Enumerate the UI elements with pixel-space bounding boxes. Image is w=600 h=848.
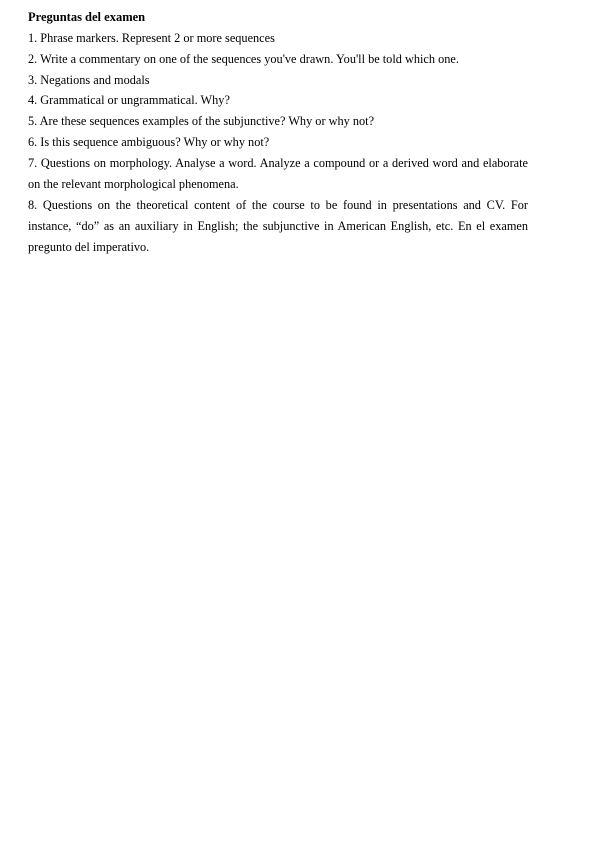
question-1: 1. Phrase markers. Represent 2 or more sequences [28, 30, 275, 45]
question-8: 8. Questions on the theoretical content of the course to be found in presentations and CV. For instance, “do” as an auxiliary in English; the subjunctive in American English, etc. En el examen pregunto del imperativo. [28, 197, 528, 254]
question-4: 4. Grammatical or ungrammatical. Why? [28, 93, 230, 108]
document-title: Preguntas del examen [28, 10, 146, 24]
question-7: 7. Questions on morphology. Analyse a word. Analyze a compound or a derived word and elaborate on the relevant morphological phenomena. [28, 156, 528, 192]
question-6: 6. Is this sequence ambiguous? Why or why not? [28, 135, 270, 150]
document-page [28, 7, 528, 258]
question-3: 3. Negations and modals [28, 72, 150, 87]
question-5: 5. Are these sequences examples of the subjunctive? Why or why not? [28, 114, 375, 129]
question-2: 2. Write a commentary on one of the sequences you've drawn. You'll be told which one. [28, 51, 459, 66]
